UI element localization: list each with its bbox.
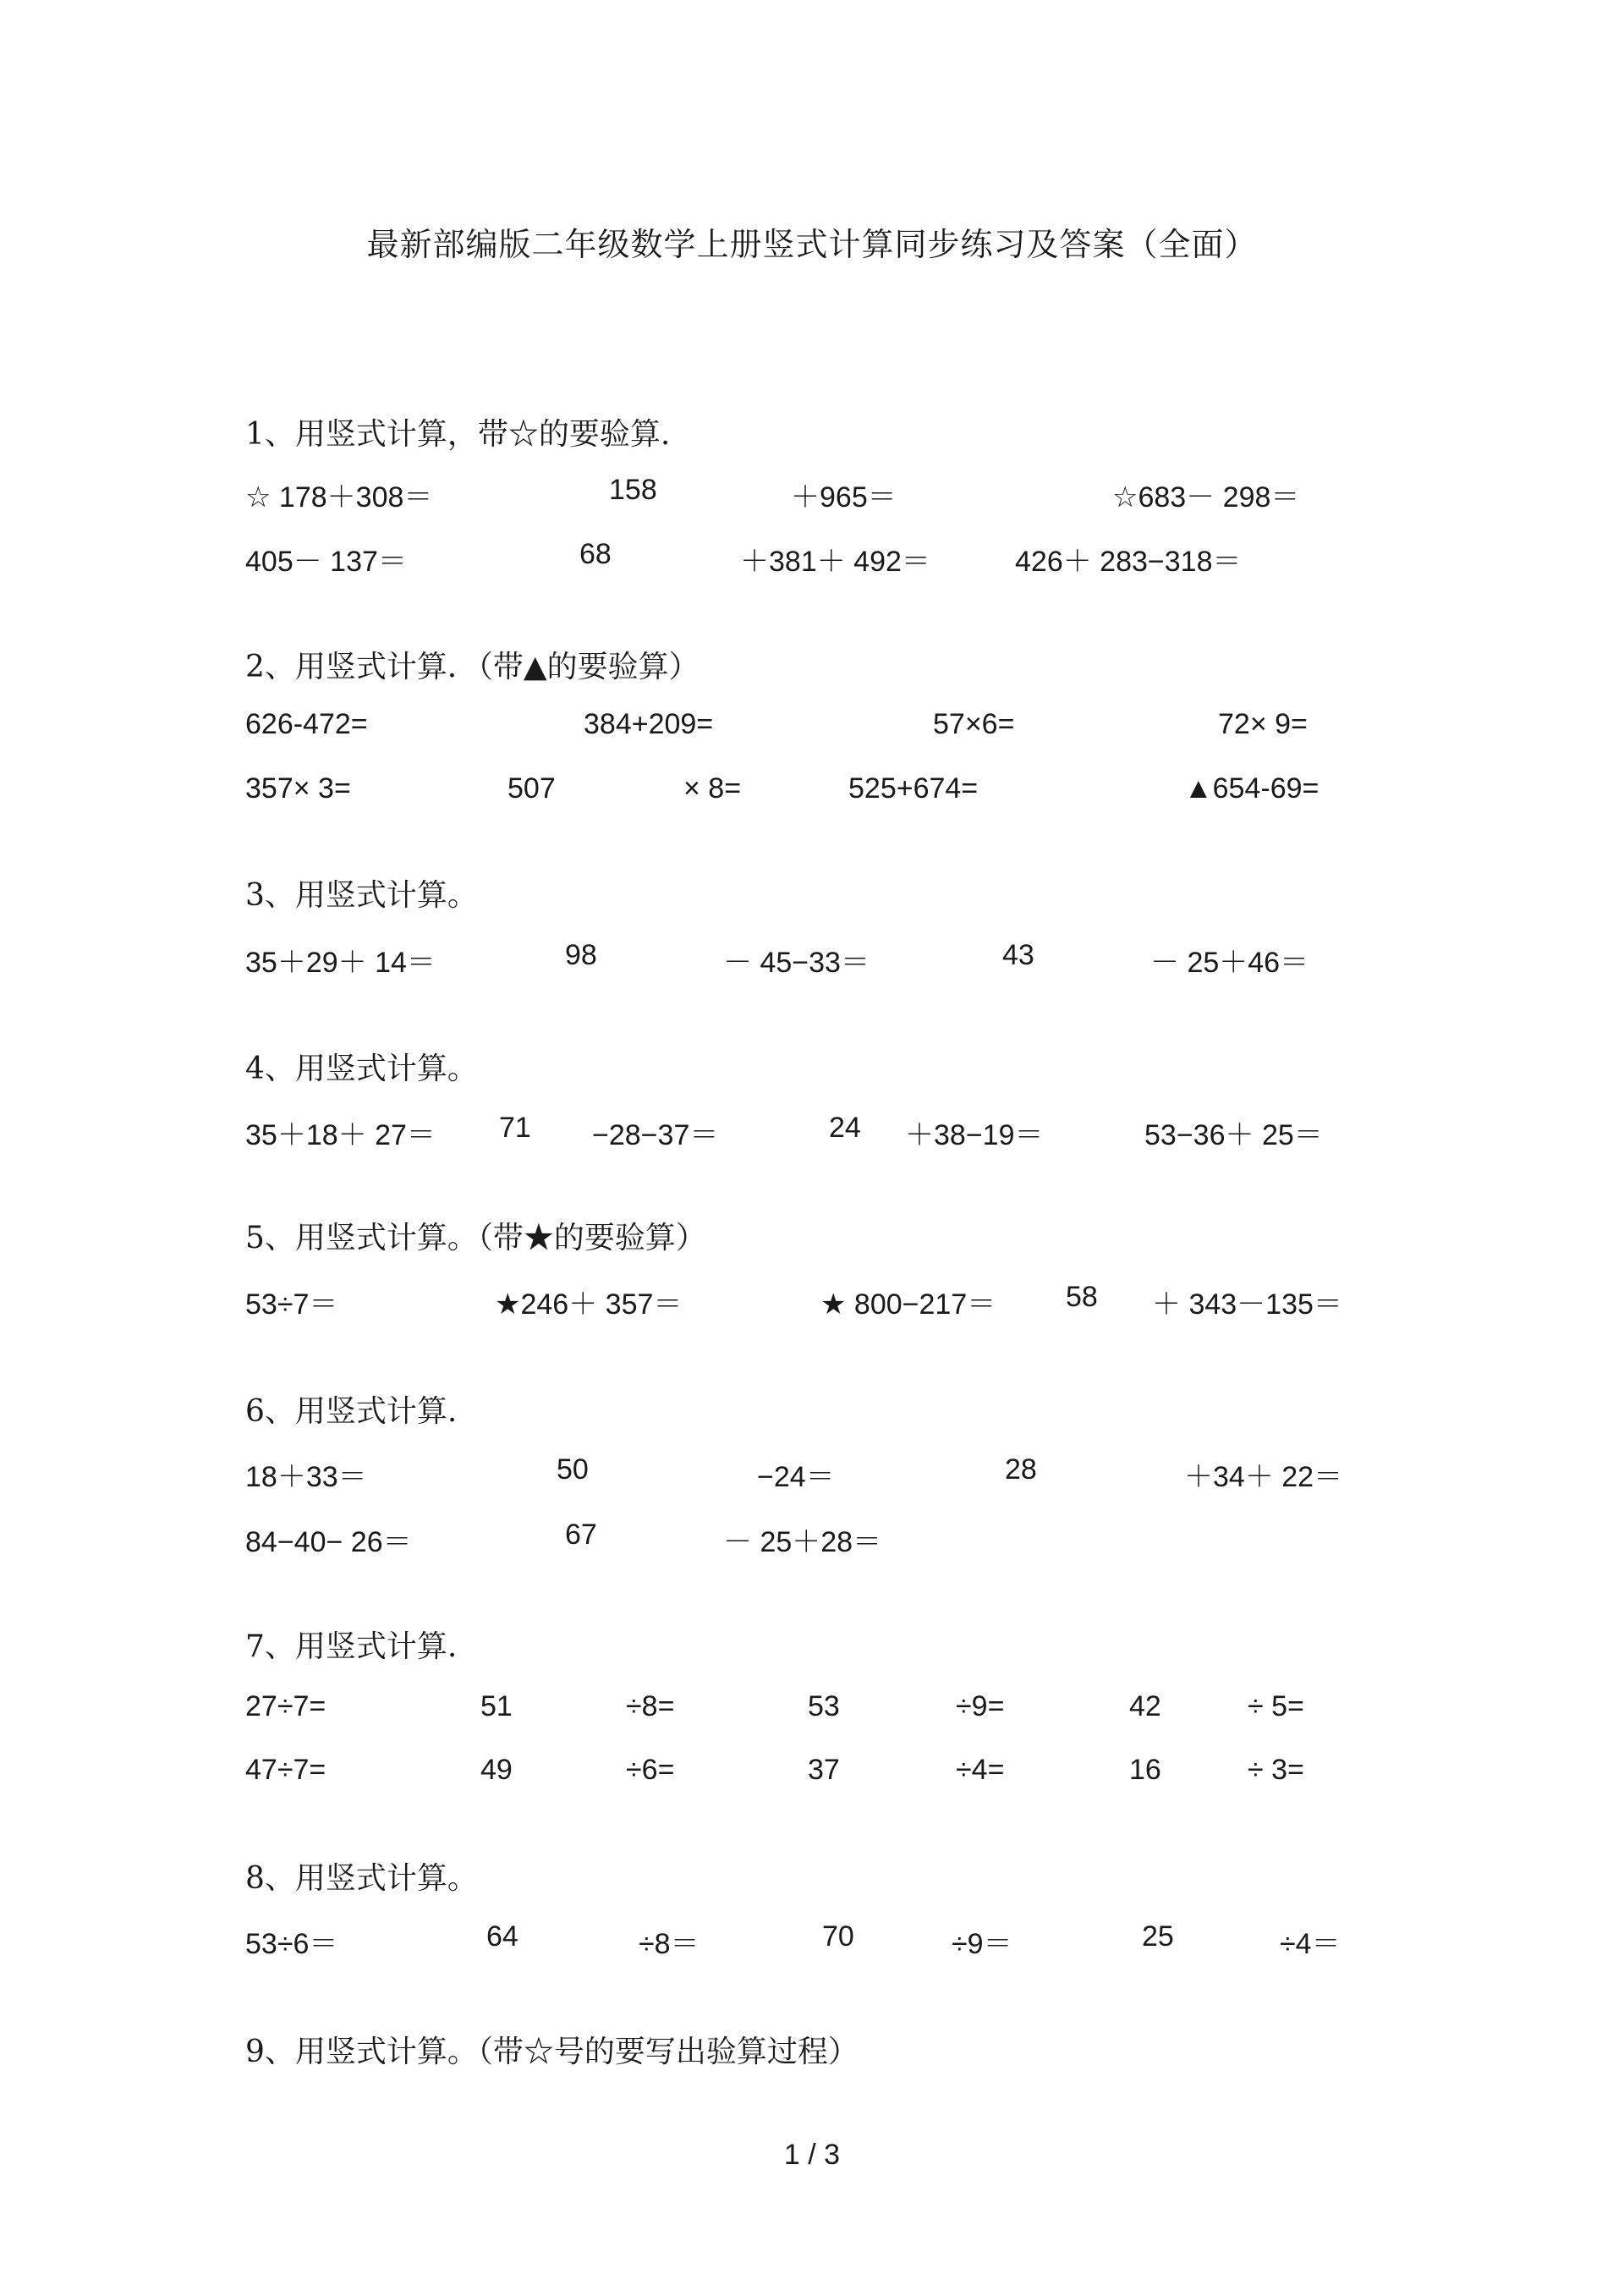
problem-1-4: 405－ 137＝ (245, 546, 407, 578)
problem-8-3a: 70 (822, 1920, 854, 1953)
section-4-heading: 4、用竖式计算。 (245, 1052, 478, 1086)
section-2-heading: 2、用竖式计算．（带▲的要验算） (245, 650, 700, 684)
problem-8-1: 53÷6＝ (245, 1928, 338, 1960)
problem-3-3a: 43 (1002, 939, 1034, 971)
section-5-heading: 5、用竖式计算。（带★的要验算） (245, 1221, 706, 1255)
section-7-heading: 7、用竖式计算. (245, 1629, 458, 1664)
problem-7-2b: ÷8= (626, 1690, 675, 1722)
problem-6-2a: 50 (557, 1453, 589, 1486)
problem-3-2b: － 45−33＝ (723, 947, 870, 979)
problem-4-2a: 71 (499, 1112, 531, 1144)
problem-4-4: 53−36＋ 25＝ (1144, 1119, 1323, 1151)
problem-1-2a: 158 (609, 474, 657, 506)
problem-6-5a: 67 (565, 1519, 597, 1551)
problem-7-3a: 53 (808, 1690, 840, 1722)
problem-2-3: 57×6= (933, 708, 1015, 740)
problem-5-4a: 58 (1066, 1281, 1098, 1313)
problem-7-6b: ÷6= (626, 1754, 675, 1786)
problem-6-4: 84−40− 26＝ (245, 1526, 412, 1558)
problem-1-5a: 68 (579, 538, 612, 570)
problem-2-6b: × 8= (683, 772, 742, 805)
problem-7-4a: 42 (1129, 1690, 1161, 1722)
problem-7-8b: ÷ 3= (1248, 1754, 1304, 1786)
problem-3-1: 35＋29＋ 14＝ (245, 947, 436, 979)
problem-7-2a: 51 (480, 1690, 513, 1722)
problem-8-4b: ÷4＝ (1280, 1928, 1341, 1960)
problem-8-3b: ÷9＝ (952, 1928, 1012, 1960)
problem-2-1: 626-472= (245, 708, 368, 740)
problem-7-6a: 49 (480, 1754, 513, 1786)
problem-1-6: 426＋ 283−318＝ (1015, 546, 1242, 578)
problem-3-3b: － 25＋46＝ (1150, 947, 1309, 979)
problem-8-4a: 25 (1142, 1920, 1174, 1953)
problem-6-3b: ＋34＋ 22＝ (1184, 1461, 1343, 1493)
problem-6-5b: － 25＋28＝ (723, 1526, 882, 1558)
problem-1-5b: ＋381＋ 492＝ (740, 546, 930, 578)
problem-7-3b: ÷9= (956, 1690, 1005, 1722)
problem-6-2b: −24＝ (757, 1461, 835, 1493)
problem-4-3a: 24 (829, 1112, 861, 1144)
problem-1-2b: ＋965＝ (791, 481, 897, 514)
problem-1-1: ☆ 178＋308＝ (245, 481, 433, 514)
section-9-heading: 9、用竖式计算。（带☆号的要写出验算过程） (245, 2035, 859, 2069)
problem-2-2: 384+209= (584, 708, 714, 740)
problem-6-3a: 28 (1005, 1453, 1037, 1486)
problem-1-3: ☆683－ 298＝ (1112, 481, 1300, 514)
problem-4-2b: −28−37＝ (592, 1119, 719, 1151)
problem-7-7a: 37 (808, 1754, 840, 1786)
page-number: 1 / 3 (783, 2139, 841, 2171)
problem-8-2a: 64 (486, 1920, 518, 1953)
problem-7-4b: ÷ 5= (1248, 1690, 1304, 1722)
problem-5-2: ★246＋ 357＝ (495, 1288, 683, 1321)
problem-5-4b: ＋ 343－135＝ (1152, 1288, 1342, 1321)
section-8-heading: 8、用竖式计算。 (245, 1861, 478, 1896)
problem-7-1: 27÷7= (245, 1690, 326, 1722)
problem-7-8a: 16 (1129, 1754, 1161, 1786)
problem-5-1: 53÷7＝ (245, 1288, 338, 1321)
problem-5-3: ★ 800−217＝ (820, 1288, 996, 1321)
section-6-heading: 6、用竖式计算. (245, 1394, 458, 1429)
problem-3-2a: 98 (565, 939, 597, 971)
problem-2-6a: 507 (508, 772, 556, 805)
section-1-heading: 1、用竖式计算，带☆的要验算. (245, 417, 671, 452)
section-3-heading: 3、用竖式计算。 (245, 878, 478, 913)
problem-4-3b: ＋38−19＝ (905, 1119, 1044, 1151)
problem-2-8: ▲654-69= (1184, 772, 1320, 805)
problem-7-5: 47÷7= (245, 1754, 326, 1786)
document-title: 最新部编版二年级数学上册竖式计算同步练习及答案（全面） (366, 226, 1258, 263)
problem-8-2b: ÷8＝ (639, 1928, 700, 1960)
problem-2-7: 525+674= (848, 772, 979, 805)
problem-6-1: 18＋33＝ (245, 1461, 367, 1493)
problem-2-4: 72× 9= (1218, 708, 1308, 740)
problem-4-1: 35＋18＋ 27＝ (245, 1119, 436, 1151)
problem-2-5: 357× 3= (245, 772, 351, 805)
problem-7-7b: ÷4= (956, 1754, 1005, 1786)
